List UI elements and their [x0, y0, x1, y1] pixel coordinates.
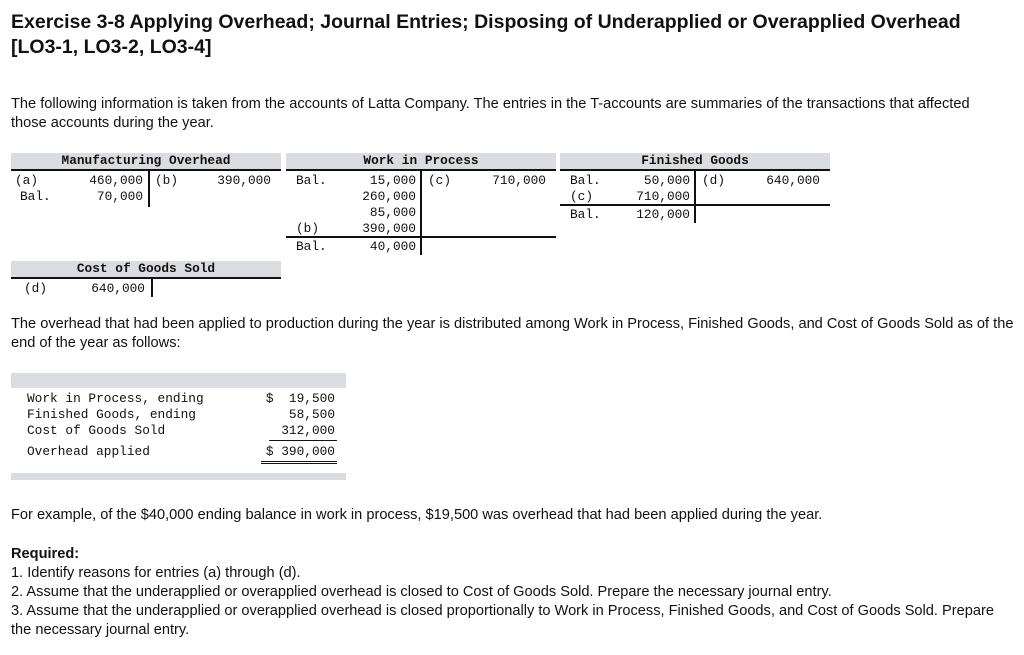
t-account-rule [11, 169, 281, 171]
debit-label: Bal. [20, 189, 51, 204]
total-double-rule-1 [261, 461, 337, 462]
credit-label: (d) [702, 173, 726, 188]
table-row-label: Finished Goods, ending [27, 407, 196, 422]
required-item-2: 2. Assume that the underapplied or overapplied overhead is closed to Cost of Goods Sold. Prepare the necessary journal entry. [11, 584, 832, 600]
debit-amount: 640,000 [91, 281, 145, 296]
table-row-label: Work in Process, ending [27, 391, 204, 406]
t-account-title: Cost of Goods Sold [11, 261, 281, 277]
table-row-amount: $ 19,500 [265, 391, 335, 406]
debit-label: Bal. [296, 173, 327, 188]
debit-label: Bal. [570, 173, 601, 188]
t-account-total-rule [286, 236, 556, 238]
debit-amount: 390,000 [362, 221, 416, 236]
table-row-label: Cost of Goods Sold [27, 423, 166, 438]
distribution-paragraph: The overhead that had been applied to production during the year is distributed among Work in Process, Finished Goods, and Cost of Goods Sold as of the end of the year as follows: [11, 316, 1014, 351]
debit-label: (b) [296, 221, 320, 236]
t-account-title: Manufacturing Overhead [11, 153, 281, 169]
debit-amount: 120,000 [636, 207, 690, 222]
credit-amount: 710,000 [492, 173, 546, 188]
t-account-divider [151, 279, 153, 297]
credit-label: (b) [155, 173, 179, 188]
credit-amount: 390,000 [217, 173, 271, 188]
table-row-amount: 312,000 [281, 423, 335, 438]
debit-label: Bal. [570, 207, 601, 222]
debit-amount: 40,000 [369, 239, 416, 254]
total-double-rule-2 [261, 463, 337, 464]
t-account-work-in-process [286, 153, 556, 257]
t-account-rule [11, 277, 281, 279]
overhead-distribution-table [11, 373, 346, 480]
debit-amount: 15,000 [369, 173, 416, 188]
required-heading: Required: [11, 546, 80, 562]
required-item-1: 1. Identify reasons for entries (a) through (d). [11, 565, 301, 581]
debit-label: Bal. [296, 239, 327, 254]
subtotal-rule [269, 440, 337, 441]
t-account-title: Finished Goods [560, 153, 830, 169]
debit-label: (d) [24, 281, 48, 296]
intro-paragraph: The following information is taken from the accounts of Latta Company. The entries in the T-accounts are summaries of the transactions that affected those accounts during the year. [11, 96, 970, 131]
t-account-total-rule [560, 204, 830, 206]
credit-amount: 640,000 [766, 173, 820, 188]
debit-amount: 710,000 [636, 189, 690, 204]
credit-label: (c) [428, 173, 452, 188]
table-total-amount: $ 390,000 [265, 444, 335, 459]
debit-label: (a) [15, 173, 39, 188]
required-item-3: 3. Assume that the underapplied or overapplied overhead is closed proportionally to Work in Process, Finished Goods, and Cost of Goods Sold. Prepare the necessary journal entry. [11, 603, 994, 638]
table-footer-band [11, 473, 346, 480]
debit-amount: 260,000 [362, 189, 416, 204]
debit-label: (c) [570, 189, 594, 204]
t-account-cost-of-goods-sold [11, 261, 281, 299]
debit-amount: 50,000 [643, 173, 690, 188]
table-total-label: Overhead applied [27, 444, 150, 459]
t-account-divider [694, 171, 696, 223]
t-account-finished-goods [560, 153, 830, 225]
debit-amount: 460,000 [89, 173, 143, 188]
debit-amount: 85,000 [369, 205, 416, 220]
table-header-band [11, 373, 346, 388]
t-account-divider [420, 171, 422, 255]
exercise-title: Exercise 3-8 Applying Overhead; Journal Entries; Disposing of Underapplied or Overapplied Overhead [LO3-1, LO3-2, LO3-4] [11, 11, 961, 58]
t-account-manufacturing-overhead [11, 153, 281, 213]
debit-amount: 70,000 [96, 189, 143, 204]
example-paragraph: For example, of the $40,000 ending balance in work in process, $19,500 was overhead that had been applied during the year. [11, 507, 823, 523]
t-account-title: Work in Process [286, 153, 556, 169]
table-row-amount: 58,500 [288, 407, 335, 422]
t-account-divider [148, 171, 150, 207]
